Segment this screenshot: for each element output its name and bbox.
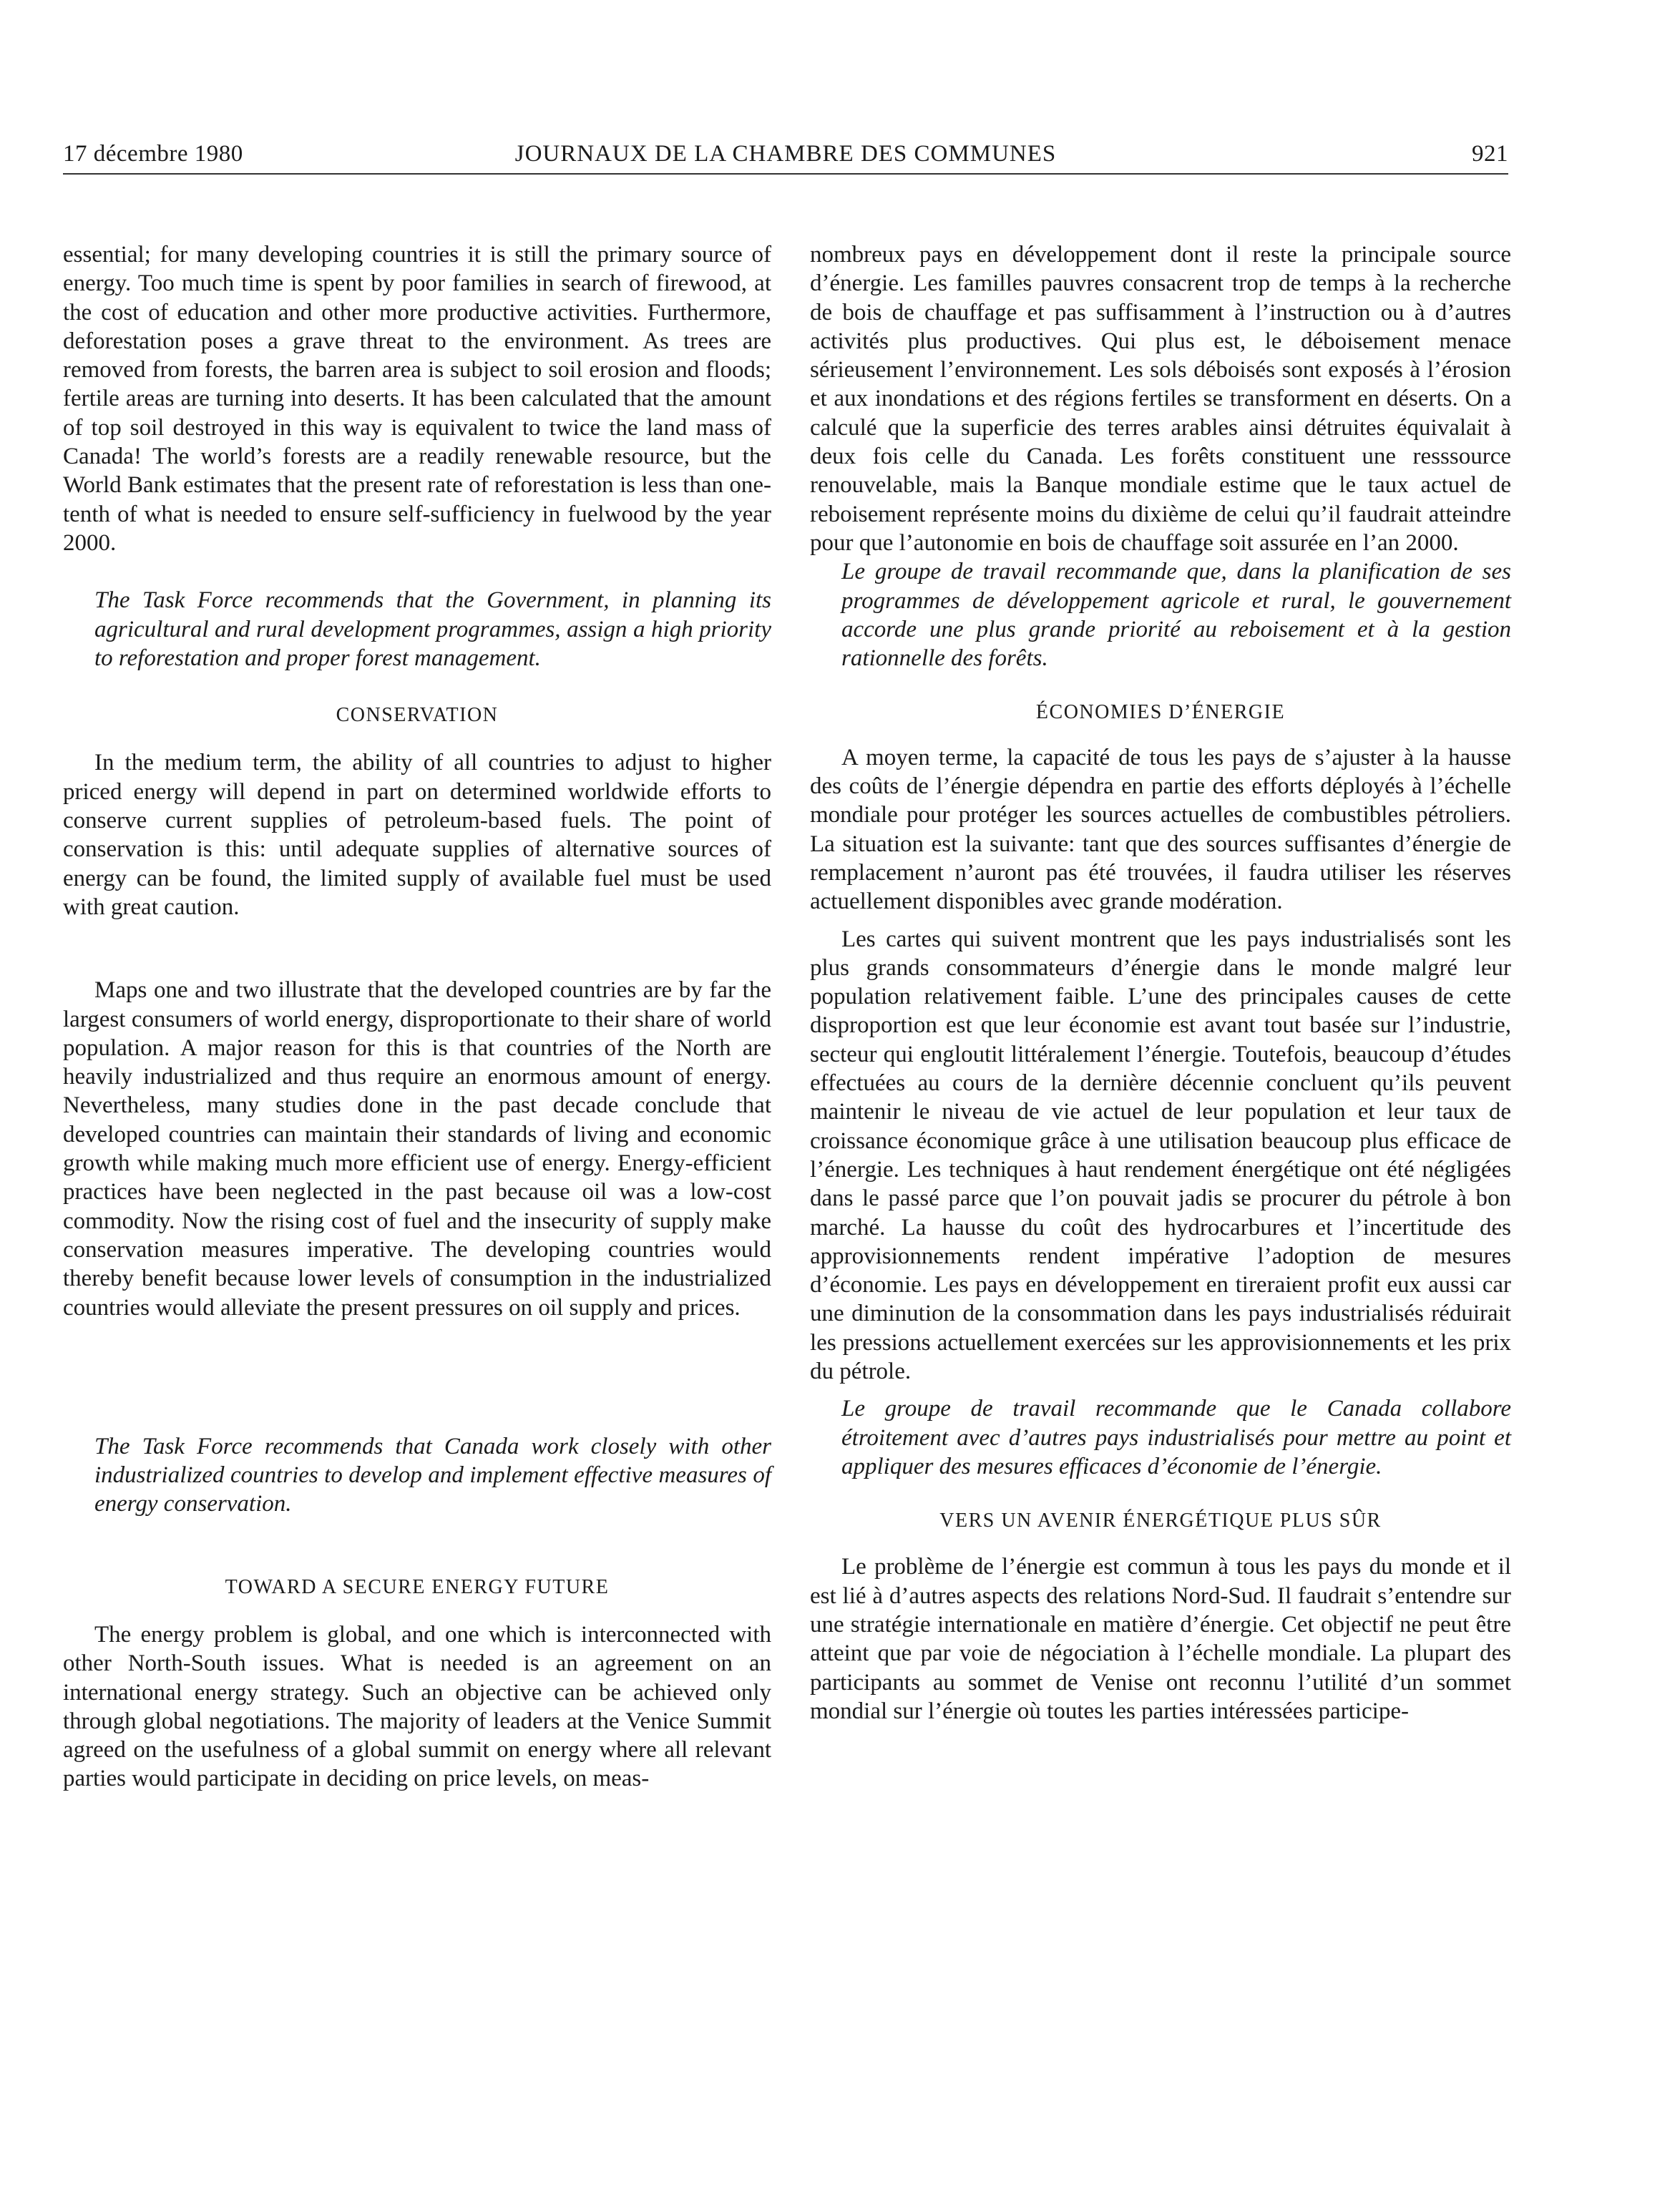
fr-recommendation-2: Le groupe de travail recommande que le Canada collabore étroitement avec d’autres pays industrialisés pour mettre au point et appliquer des mesures efficaces d’économie de l’énergie. bbox=[841, 1396, 1511, 1479]
fr-heading-avenir: VERS UN AVENIR ÉNERGÉTIQUE PLUS SÛR bbox=[939, 1509, 1382, 1532]
fr-paragraph-2: A moyen terme, la capacité de tous les pays de s’ajuster à la hausse des coûts de l’énergie dépendra en partie des efforts déployés à l’échelle mondiale pour protéger les sources actuelles de combustibles pétroliers. La situation est la suivante: tant que des sources suffisantes d’énergie de remplacement n’auront pas été trouvées, il faudra utiliser les réserves actuellement disponibles avec grande modération. bbox=[810, 744, 1511, 915]
fr-recommendation-1: Le groupe de travail recommande que, dans la planification de ses programmes de développement agricole et rural, le gouvernement accorde une plus grande priorité au reboisement et à la gestion rationnelle des forêts. bbox=[841, 559, 1511, 672]
fr-heading-economies: ÉCONOMIES D’ÉNERGIE bbox=[1035, 701, 1286, 724]
en-heading-secure-future: TOWARD A SECURE ENERGY FUTURE bbox=[225, 1575, 610, 1598]
en-paragraph-2: In the medium term, the ability of all countries to adjust to higher priced energy will depend in part on determined worldwide efforts to conserve current supplies of petroleum-based fuels. The point of conservation is this: until adequate supplies of alternative sources of energy can be found, the limited supply of available fuel must be used with great caution. bbox=[63, 750, 771, 920]
page-number: 921 bbox=[1472, 141, 1508, 167]
en-recommendation-2: The Task Force recommends that Canada work closely with other industrialized countries to develop and implement effective measures of energy conservation. bbox=[94, 1433, 771, 1517]
page-header bbox=[63, 136, 1508, 175]
french-column bbox=[810, 240, 1511, 1726]
english-column bbox=[63, 240, 771, 1794]
en-paragraph-1: essential; for many developing countries it is still the primary source of energy. Too much time is spent by poor families in search of firewood, at the cost of education and other more productive activities. Furthermore, deforestation poses a grave threat to the environment. As trees are removed from forests, the barren area is subject to soil erosion and floods; fertile areas are turning into deserts. It has been calculated that the amount of top soil destroyed in this way is equivalent to twice the land mass of Canada! The world’s forests are a readily renewable resource, but the World Bank estimates that the present rate of reforestation is less than one-tenth of what is needed to ensure self-sufficiency in fuelwood by the year 2000. bbox=[63, 242, 771, 556]
en-paragraph-3: Maps one and two illustrate that the developed countries are by far the largest consumers of world energy, disproportionate to their share of world population. A major reason for this is that countries of the North are heavily industrialized and thus require an enormous amount of energy. Nevertheless, many studies done in the past decade conclude that developed countries can maintain their standards of living and economic growth while making much more efficient use of energy. Energy-efficient practices have been neglected in the past because oil was a low-cost commodity. Now the rising cost of fuel and the insecurity of supply make conservation measures imperative. The developing countries would thereby benefit because lower levels of consumption in the industrialized countries would alleviate the present pressures on oil supply and prices. bbox=[63, 977, 771, 1321]
en-paragraph-4: The energy problem is global, and one which is interconnected with other North-South issues. What is needed is an agreement on an international energy strategy. Such an objective can be achieved only through global negotiations. The majority of leaders at the Venice Summit agreed on the usefulness of a global summit on energy where all relevant parties would participate in deciding on price levels, on meas- bbox=[63, 1621, 771, 1792]
fr-paragraph-3: Les cartes qui suivent montrent que les pays industrialisés sont les plus grands consommateurs d’énergie dans le monde malgré leur population relativement faible. L’une des principales causes de cette disproportion est que leur économie est avant tout basée sur l’industrie, secteur qui engloutit littéralement l’énergie. Toutefois, beaucoup d’études effectuées au cours de la dernière décennie concluent qu’ils peuvent maintenir le niveau de vie actuel de leur population et leur taux de croissance économique grâce à une utilisation beaucoup plus efficace de l’énergie. Les techniques à haut rendement énergétique ont été négligées dans le passé parce que l’on pouvait jadis se procurer du pétrole à bon marché. La hausse du coût des hydrocarbures et l’incertitude des approvisionnements rendent impérative l’adoption de mesures d’économie. Les pays en développement en tireraient profit eux aussi car une diminution de la consommation dans les pays industrialisés réduirait les pressions actuellement exercées sur les approvisionnements et les prix du pétrole. bbox=[810, 926, 1511, 1384]
fr-paragraph-4: Le problème de l’énergie est commun à tous les pays du monde et il est lié à d’autres aspects des relations Nord-Sud. Il faudrait s’entendre sur une stratégie internationale en matière d’énergie. Cet objectif ne peut être atteint que par voie de négociation à l’échelle mondiale. La plupart des participants au sommet de Venise ont reconnu l’utilité d’un sommet mondial sur l’énergie où toutes les parties intéressées participe- bbox=[810, 1554, 1511, 1724]
header-journal-title: JOURNAUX DE LA CHAMBRE DES COMMUNES bbox=[514, 141, 1057, 167]
fr-paragraph-1: nombreux pays en développement dont il reste la principale source d’énergie. Les familles pauvres consacrent trop de temps à la recherche de bois de chauffage et pas suffisamment à l’instruction ou à d’autres activités plus productives. Qui plus est, le déboisement menace sérieusement l’environnement. Les sols déboisés sont exposés à l’érosion et aux inondations et des régions fertiles se transforment en déserts. On a calculé que la superficie des terres arables ainsi détruites équivalait à deux fois celle du Canada. Les forêts constituent une resssource renouvelable, mais la Banque mondiale estime que le taux actuel de reboisement représente moins du dixième de celui qu’il faudrait atteindre pour que l’autonomie en bois de chauffage soit assurée en l’an 2000. bbox=[810, 242, 1511, 556]
header-date: 17 décembre 1980 bbox=[63, 141, 243, 167]
en-recommendation-1: The Task Force recommends that the Government, in planning its agricultural and rural development programmes, assign a high priority to reforestation and proper forest management. bbox=[94, 587, 771, 671]
en-heading-conservation: CONSERVATION bbox=[336, 704, 499, 727]
